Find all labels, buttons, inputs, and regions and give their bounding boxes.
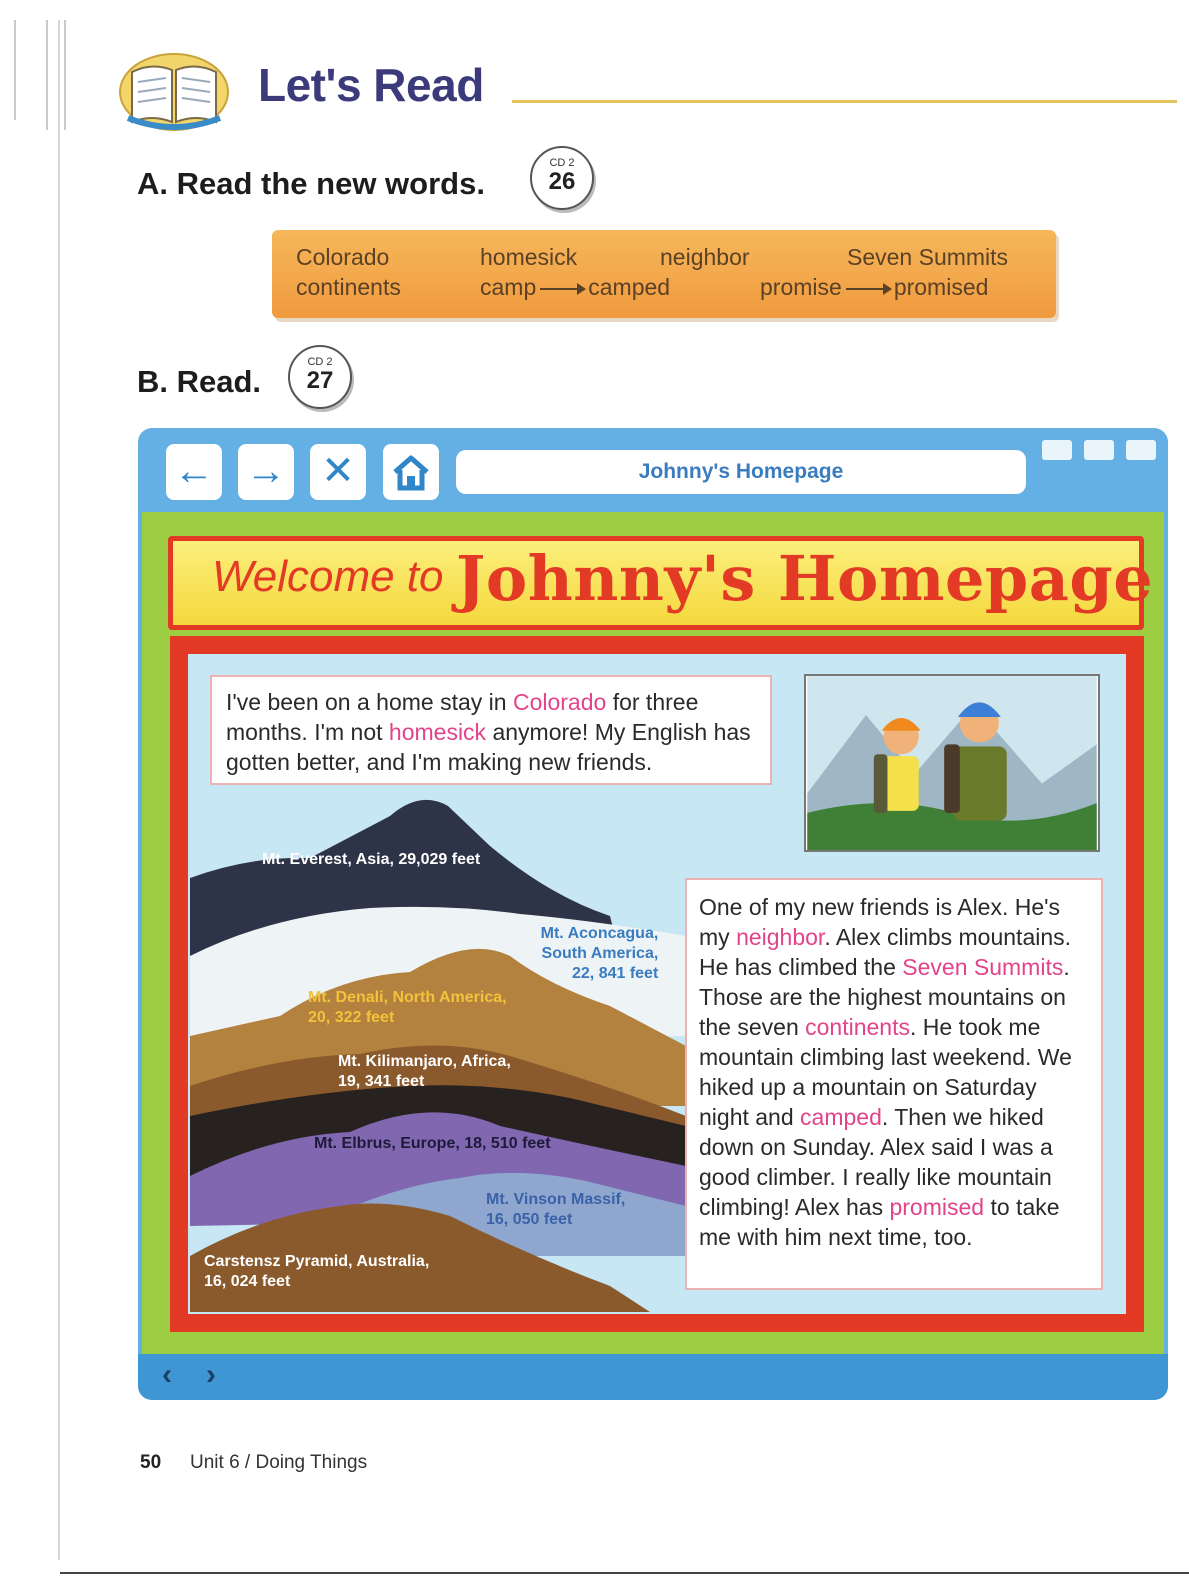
mountain-label-denali [308, 988, 507, 1028]
mountain-label-elbrus [314, 1134, 551, 1154]
forward-button[interactable] [238, 444, 294, 500]
text-run: to take me with him next time, too. [699, 1194, 1060, 1250]
vocab-highlight: Seven Summits [902, 954, 1064, 980]
section-b-heading: B. Read. [137, 364, 262, 399]
mountain-label-line: 16, 050 feet [486, 1211, 573, 1228]
text-run: . Those are the highest mountains on the seven [699, 954, 1070, 1040]
cd-track-badge[interactable] [288, 345, 352, 409]
mountain-label-line: Mt. Kilimanjaro, Africa, [338, 1053, 511, 1070]
story-paragraph [685, 878, 1103, 1290]
open-book-icon [118, 46, 230, 132]
back-button[interactable] [166, 444, 222, 500]
vocab-highlight: camped [800, 1104, 882, 1130]
title-rule [512, 100, 1177, 103]
text-run: anymore! My English has gotten better, and I'm making new friends. [226, 719, 751, 775]
page-binding-line [64, 20, 66, 130]
browser-status-bar [138, 1354, 1168, 1400]
word-base: promise [760, 274, 842, 300]
close-button[interactable] [310, 444, 366, 500]
mountain-label-everest [262, 850, 480, 870]
window-restore-icon[interactable] [1042, 440, 1072, 460]
window-close-icon[interactable] [1126, 440, 1156, 460]
scroll-left-icon[interactable]: ‹ [162, 1358, 172, 1391]
section-title: Let's Read [258, 59, 484, 111]
vocab-highlight: homesick [388, 719, 487, 745]
vocab-highlight: continents [805, 1014, 910, 1040]
mountain-label-line: Mt. Denali, North America, [308, 989, 507, 1006]
mountain-label-carstensz [204, 1252, 429, 1292]
mountain-label-line: 19, 341 feet [338, 1073, 425, 1090]
close-icon: ✕ [321, 449, 355, 493]
cd-track-number: 26 [548, 168, 576, 195]
window-minimize-icon[interactable] [1084, 440, 1114, 460]
section-a-heading: A. Read the new words. [137, 166, 485, 201]
intro-paragraph [210, 675, 772, 785]
arrow-right-icon [846, 288, 890, 290]
word-base: camp [480, 274, 537, 300]
mountain-label-kilimanjaro [338, 1052, 511, 1092]
word-past: promised [893, 274, 989, 300]
mountain-label-line: 20, 322 feet [308, 1009, 395, 1026]
scroll-right-icon[interactable]: › [206, 1358, 216, 1391]
cd-label: CD 2 [307, 356, 333, 368]
cd-track-badge[interactable] [530, 146, 594, 210]
bottom-rule [60, 1572, 1189, 1574]
vocab-highlight: neighbor [736, 924, 825, 950]
vocab-highlight: Colorado [512, 689, 607, 715]
climbers-photo [804, 674, 1100, 852]
cd-label: CD 2 [549, 157, 575, 169]
mountain-label-line: Mt. Everest, Asia, 29,029 feet [262, 851, 481, 868]
text-run: . Then we hiked down on Sunday. Alex said I was a good climber. I really like mountain climbing! Alex has [699, 1104, 1053, 1220]
back-arrow-icon: ← [174, 449, 214, 493]
text-run: I've been on a home stay in [226, 689, 513, 715]
mountain-label-vinson [486, 1190, 625, 1230]
mountain-label-line: Mt. Aconcagua, [540, 925, 659, 942]
word-pair-promise [760, 274, 988, 301]
page-binding-line [46, 20, 48, 130]
welcome-prefix: Welcome to [212, 552, 444, 601]
mountain-label-line: South America, [541, 945, 659, 962]
word-item: neighbor [660, 244, 750, 270]
word-item: Colorado [296, 244, 390, 270]
text-run: . He took me mountain climbing last weekend. We hiked up a mountain on Saturday night and [699, 1014, 1072, 1130]
text-run: for three months. I'm not [226, 689, 699, 745]
home-button[interactable] [383, 444, 439, 500]
mountain-label-line: Carstensz Pyramid, Australia, [204, 1253, 430, 1270]
mountain-label-aconcagua [532, 924, 658, 984]
word-item: homesick [480, 244, 578, 270]
mountain-label-line: Mt. Vinson Massif, [486, 1191, 626, 1208]
arrow-right-icon [540, 288, 584, 290]
mountain-label-line: Mt. Elbrus, Europe, 18, 510 feet [314, 1135, 551, 1152]
cd-track-number: 27 [306, 367, 334, 394]
forward-arrow-icon: → [246, 449, 286, 493]
word-past: camped [588, 274, 671, 300]
word-item: continents [296, 274, 401, 300]
mountain-label-line: 22, 841 feet [572, 965, 659, 982]
page-binding-line [58, 20, 60, 1560]
new-words-box [272, 230, 1056, 318]
welcome-title: Johnny's Homepage [456, 542, 1154, 615]
page-binding-line [14, 20, 16, 120]
word-pair-camp [480, 274, 670, 301]
mountain-label-line: 16, 024 feet [204, 1273, 291, 1290]
home-icon [391, 452, 431, 492]
address-bar[interactable]: Johnny's Homepage [456, 450, 1026, 494]
page-number: 50 [140, 1452, 162, 1473]
unit-title: Unit 6 / Doing Things [190, 1452, 368, 1473]
word-item: Seven Summits [847, 244, 1009, 270]
text-run: . Alex climbs mountains. He has climbed the [699, 924, 1072, 980]
text-run: One of my new friends is Alex. He's my [699, 894, 1061, 950]
vocab-highlight: promised [889, 1194, 985, 1220]
